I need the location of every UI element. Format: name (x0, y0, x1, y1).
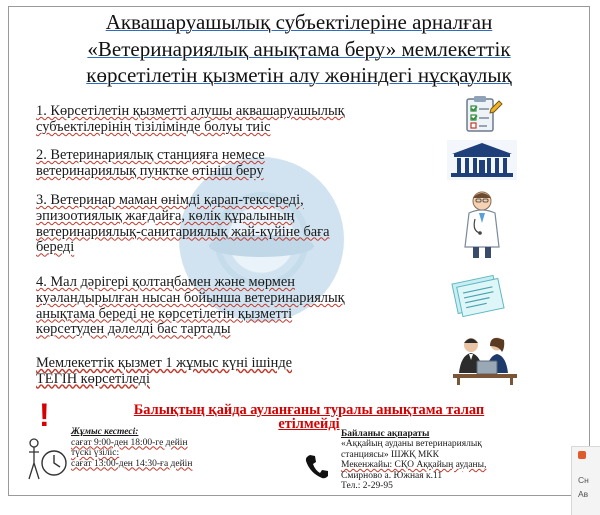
break-heading: түскі үзіліс: (71, 448, 120, 458)
step-2-line-1: 2. Ветеринариялық станцияға немесе (36, 147, 265, 163)
app-icon (578, 451, 586, 459)
contact-address-line-1: Мекенжайы: СҚО Аққайың ауданы, (341, 460, 487, 471)
schedule-hours: сағат 9:00-ден 18:00-ге дейін (71, 437, 188, 448)
veterinarian-icon (459, 187, 505, 261)
step-1 (36, 104, 345, 136)
contact-heading: Байланыс ақпараты (341, 429, 430, 439)
free-service-note (36, 356, 292, 388)
step-1-line-2: субъектілерінің тізілімінде болуы тиіс (36, 118, 271, 135)
office-workers-icon (453, 333, 517, 385)
contact-phone: Тел.: 2-29-95 (341, 481, 393, 492)
phone-icon (305, 453, 329, 479)
step-4-line-1: 4. Мал дәрігері қолтаңбамен және мөрмен (36, 274, 295, 290)
exclamation-icon: ! (39, 397, 50, 433)
title-line-3: көрсетілетін қызметін алу жөніндегі нұсқаулық (86, 63, 512, 87)
contact-address-line-2: Смирново а. Южная к.11 (341, 470, 443, 481)
checklist-icon (461, 95, 503, 137)
step-4-line-2: куәландырылған нысан бойынша ветеринариялық (36, 289, 345, 306)
step-4 (36, 275, 345, 338)
person-clock-icon (25, 437, 69, 483)
free-service-line-2: ТЕГІН көрсетіледі (36, 370, 151, 387)
schedule-heading: Жұмыс кестесі: (71, 427, 139, 437)
contact-org-line-1: «Аққайың ауданы ветеринариялық (341, 439, 482, 450)
work-schedule (71, 427, 192, 469)
step-3-line-1: 3. Ветеринар маман өнімді қарап-тексереді, (36, 192, 304, 208)
contact-info (341, 429, 486, 491)
toast-line-1: Сн (578, 475, 589, 485)
step-2-line-2: ветеринариялық пунктке өтініш беру (36, 162, 264, 179)
warning-line-2: етілмейді (278, 416, 340, 432)
contact-org-line-2: станциясы» ШЖҚ МКК (341, 449, 439, 460)
government-building-icon (447, 140, 517, 180)
step-3-line-2: эпизоотиялық жағдайға, көлік құралының (36, 207, 295, 224)
break-hours: сағат 13:00-ден 14:30-ға дейін (71, 458, 193, 469)
step-2 (36, 148, 265, 180)
step-1-line-1: 1. Көрсетілетін қызметті алушы аквашаруашылық (36, 103, 345, 119)
instruction-poster (8, 6, 590, 496)
step-3-line-3: ветеринариялық-санитариялық жай-күйіне баға (36, 223, 330, 240)
free-service-line-1: Мемлекеттік қызмет 1 жұмыс күні ішінде (36, 355, 293, 371)
step-4-line-4: көрсетуден дәлелді бас тартады (36, 321, 231, 338)
step-3 (36, 193, 329, 256)
documents-icon (449, 273, 507, 319)
notification-toast[interactable] (571, 446, 600, 515)
warning-line-1: Балықтың қайда ауланғаны туралы анықтама талап (133, 402, 485, 418)
title-line-1: Аквашаруашылық субъектілеріне арналған (105, 10, 493, 34)
step-4-line-3: анықтама береді не көрсетілетін қызметті (36, 305, 293, 322)
toast-line-2: Ав (578, 489, 589, 499)
page-title (9, 9, 589, 89)
step-3-line-4: береді (36, 239, 75, 256)
title-line-2: «Ветеринариялық анықтама беру» мемлекеттік (87, 36, 511, 61)
